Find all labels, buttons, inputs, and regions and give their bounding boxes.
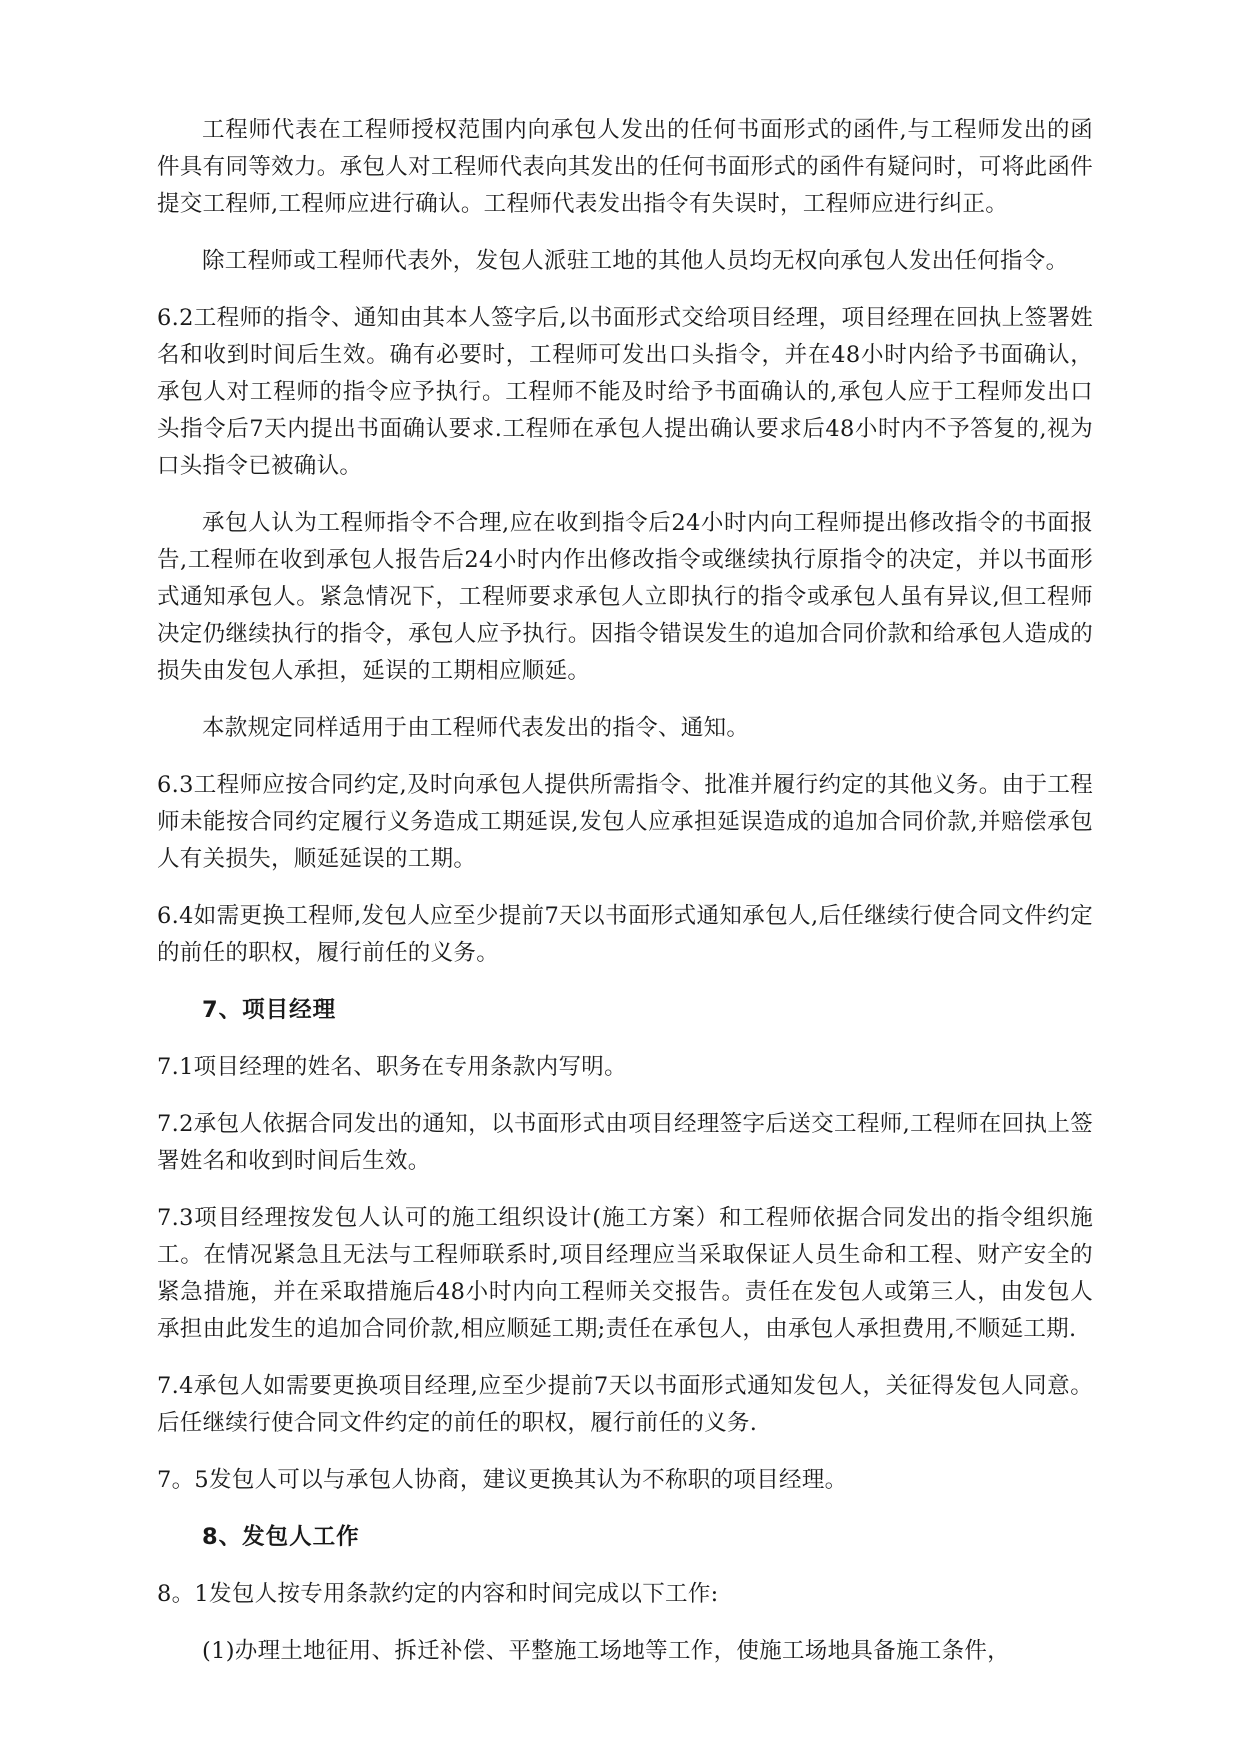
document-body (157, 112, 1093, 1670)
clause-7-2: 7.2承包人依据合同发出的通知，以书面形式由项目经理签字后送交工程师,工程师在回执上签署姓名和收到时间后生效。 (157, 1111, 1093, 1174)
list-item-land-acquisition: (1)办理土地征用、拆迁补偿、平整施工场地等工作，使施工场地具备施工条件， (202, 1638, 1010, 1664)
clause-6-4: 6.4如需更换工程师,发包人应至少提前7天以书面形式通知承包人,后任继续行使合同文件约定的前任的职权，履行前任的义务。 (157, 903, 1093, 966)
clause-8-1: 8。1发包人按专用条款约定的内容和时间完成以下工作: (157, 1581, 719, 1607)
clause-6-3: 6.3工程师应按合同约定,及时向承包人提供所需指令、批准并履行约定的其他义务。由于工程师未能按合同约定履行义务造成工期延误,发包人应承担延误造成的追加合同价款,并赔偿承包人有关损失，顺延延误的工期。 (157, 772, 1093, 872)
clause-7-3: 7.3项目经理按发包人认可的施工组织设计(施工方案）和工程师依据合同发出的指令组织施工。在情况紧急且无法与工程师联系时,项目经理应当采取保证人员生命和工程、财产安全的紧急措施，并在采取措施后48小时内向工程师关交报告。责任在发包人或第三人，由发包人承担由此发生的追加合同价款,相应顺延工期;责任在承包人，由承包人承担费用,不顺延工期. (157, 1205, 1093, 1342)
paragraph-applies-to-representative: 本款规定同样适用于由工程师代表发出的指令、通知。 (202, 715, 750, 741)
clause-7-5: 7。5发包人可以与承包人协商，建议更换其认为不称职的项目经理。 (157, 1467, 848, 1493)
clause-7-4: 7.4承包人如需要更换项目经理,应至少提前7天以书面形式通知发包人，关征得发包人同意。后任继续行使合同文件约定的前任的职权，履行前任的义务. (157, 1373, 1093, 1436)
paragraph-no-other-instructions: 除工程师或工程师代表外，发包人派驻工地的其他人员均无权向承包人发出任何指令。 (202, 248, 1069, 274)
section-heading-employer-work: 8、发包人工作 (202, 1524, 360, 1550)
paragraph-unreasonable-instruction: 承包人认为工程师指令不合理,应在收到指令后24小时内向工程师提出修改指令的书面报告,工程师在收到承包人报告后24小时内作出修改指令或继续执行原指令的决定，并以书面形式通知承包人。紧急情况下，工程师要求承包人立即执行的指令或承包人虽有异议,但工程师决定仍继续执行的指令，承包人应予执行。因指令错误发生的追加合同价款和给承包人造成的损失由发包人承担，延误的工期相应顺延。 (157, 510, 1093, 684)
clause-7-1: 7.1项目经理的姓名、职务在专用条款内写明。 (157, 1054, 627, 1080)
section-heading-project-manager: 7、项目经理 (202, 997, 337, 1023)
paragraph-engineer-representative: 工程师代表在工程师授权范围内向承包人发出的任何书面形式的函件,与工程师发出的函件具有同等效力。承包人对工程师代表向其发出的任何书面形式的函件有疑问时，可将此函件提交工程师,工程师应进行确认。工程师代表发出指令有失误时，工程师应进行纠正。 (157, 117, 1093, 217)
clause-6-2: 6.2工程师的指令、通知由其本人签字后,以书面形式交给项目经理，项目经理在回执上签署姓名和收到时间后生效。确有必要时，工程师可发出口头指令，并在48小时内给予书面确认，承包人对工程师的指令应予执行。工程师不能及时给予书面确认的,承包人应于工程师发出口头指令后7天内提出书面确认要求.工程师在承包人提出确认要求后48小时内不予答复的,视为口头指令已被确认。 (157, 305, 1093, 479)
